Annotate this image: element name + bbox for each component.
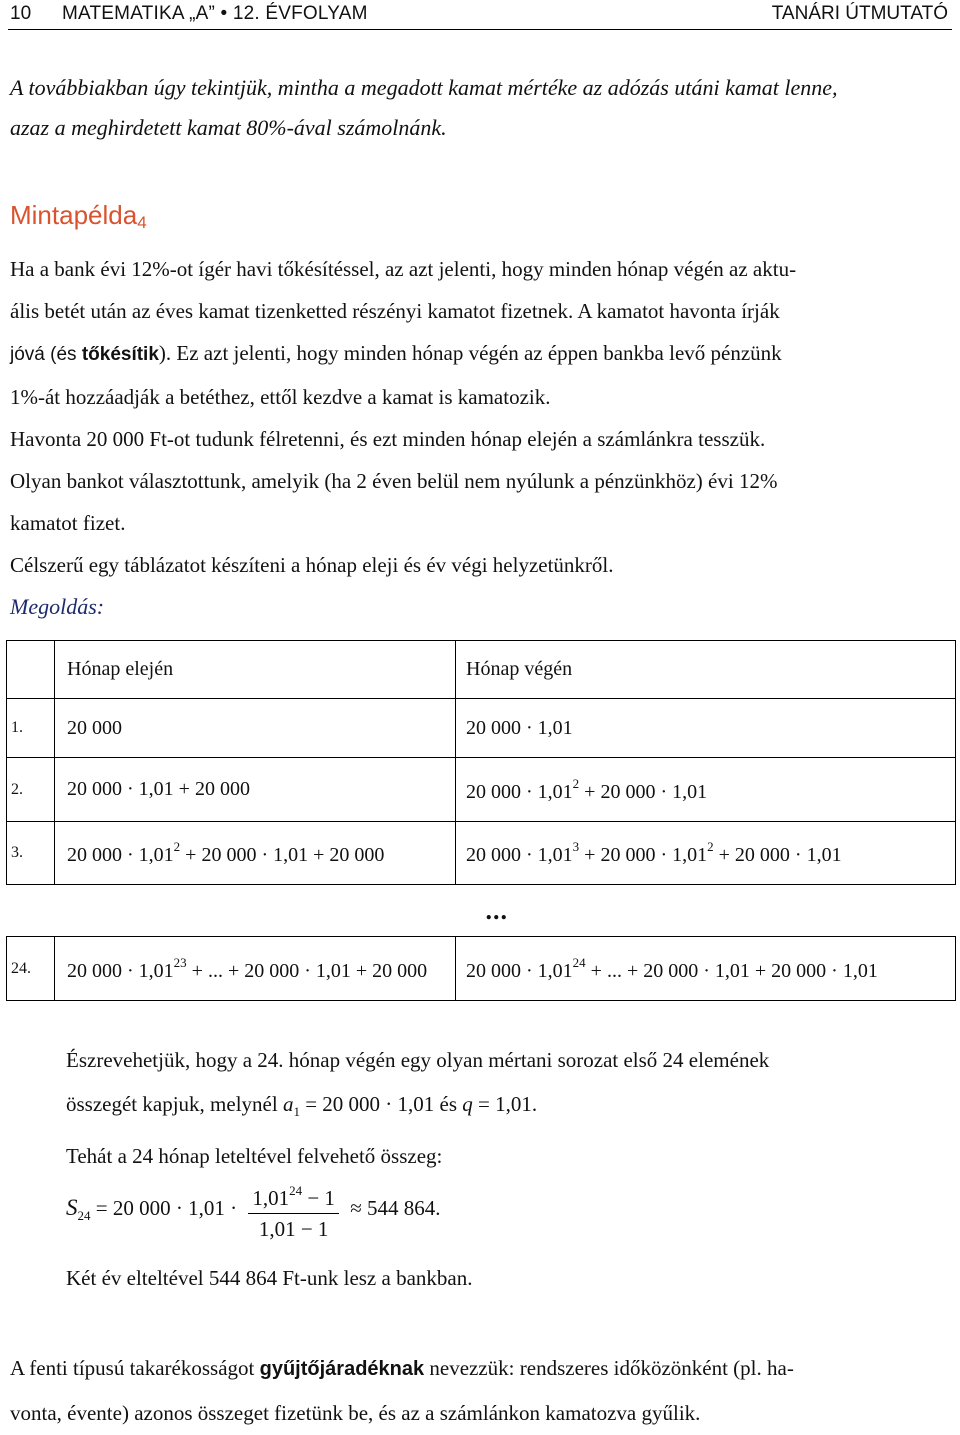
var-a-index: 1: [293, 1104, 300, 1120]
p1-line-a: Ha a bank évi 12%-ot ígér havi tőkésítéssel, az azt jelenti, hogy minden hónap végén az aktu-: [10, 257, 797, 281]
outro-pre: A fenti típusú takarékosságot: [10, 1356, 260, 1380]
example-paragraph-1: [10, 248, 950, 418]
conclusion: Két év elteltével 544 864 Ft-unk lesz a bankban.: [66, 1266, 473, 1290]
expr-part: 20 000 · 1,01: [466, 844, 573, 866]
example-title-number: 4: [137, 213, 147, 232]
row-start-value: 20 000: [55, 699, 456, 758]
table-header-row: [7, 641, 956, 699]
formula-result: ≈ 544 864.: [350, 1195, 441, 1220]
expr-part: + 20 000 · 1,01 + 20 000: [180, 844, 385, 866]
intro-line-1: A továbbiakban úgy tekintjük, mintha a megadott kamat mértéke az adózás utáni kamat lenne,: [10, 75, 838, 100]
p3-line-b: kamatot fizet.: [10, 511, 126, 535]
term-tokesitik: tőkésítik: [81, 344, 159, 365]
solution-label: Megoldás:: [10, 594, 105, 619]
fraction-denominator: 1,01 − 1: [258, 1217, 329, 1241]
row-number: 1.: [7, 699, 55, 758]
expr-part: 20 000 · 1,01: [67, 844, 174, 866]
num-base: 1,01: [252, 1186, 290, 1210]
intro-line-2: azaz a meghirdetett kamat 80%-ával számolnánk.: [10, 115, 447, 140]
outro-line-1: [10, 1346, 950, 1391]
header-divider: [8, 29, 952, 30]
analysis-line-1: Észrevehetjük, hogy a 24. hónap végén egy olyan mértani sorozat első 24 elemének: [66, 1048, 770, 1072]
row-end-value: [456, 937, 956, 1001]
table-row: [7, 699, 956, 758]
expr-exponent: 24: [572, 954, 586, 970]
intro-note: [10, 68, 950, 148]
row-start-value: [55, 822, 456, 885]
p2-line: Havonta 20 000 Ft-ot tudunk félretenni, és ezt minden hónap elején a számlánkra tesszük.: [10, 427, 766, 451]
var-a: a: [282, 1092, 294, 1116]
example-title: [10, 200, 147, 233]
expr-exponent: 2: [173, 839, 181, 854]
row-number: 2.: [7, 758, 55, 822]
num-exponent: 24: [289, 1183, 303, 1198]
example-paragraph-2: [10, 418, 950, 586]
outro-post: nevezzük: rendszeres időközönként (pl. ha-: [424, 1356, 794, 1380]
expr-exponent: 3: [572, 839, 580, 854]
table-gap-row: [7, 885, 956, 937]
row-end-value: [456, 758, 956, 822]
page-number: 10: [10, 3, 32, 24]
q-value: = 1,01.: [472, 1092, 538, 1116]
page-header: [0, 0, 960, 30]
expr-exponent: 2: [572, 775, 580, 791]
example-title-text: Mintapélda: [10, 200, 138, 230]
header-guide-title: TANÁRI ÚTMUTATÓ: [771, 3, 948, 24]
analysis-line-3: Tehát a 24 hónap leteltével felvehető összeg:: [66, 1144, 443, 1169]
expr-part: 20 000 · 1,01: [466, 959, 573, 982]
expr-part: + ... + 20 000 · 1,01 + 20 000: [186, 959, 428, 982]
row-start-value: [55, 937, 456, 1001]
expr-part: 20 000 · 1,01: [67, 959, 174, 982]
row-number: 24.: [7, 937, 55, 1001]
var-q: q: [462, 1092, 473, 1116]
p1-line-d: 1%-át hozzáadják a betéthez, ettől kezdve a kamat is kamatozik.: [10, 385, 551, 409]
p1-line-c: [10, 332, 950, 376]
term-gyujtojaradek: gyűjtőjáradéknak: [259, 1358, 425, 1380]
analysis-section: [66, 1038, 946, 1178]
l2-pre: összegét kapjuk, melynél: [66, 1092, 283, 1116]
table-row: [7, 937, 956, 1001]
table-header-end: Hónap végén: [456, 641, 956, 699]
l2-mid: és: [434, 1092, 463, 1116]
sum-formula: [66, 1178, 946, 1242]
a1-value: = 20 000 · 1,01: [299, 1092, 435, 1116]
table-header-empty: [7, 641, 55, 699]
gap-cell: [7, 885, 55, 937]
p4-line: Célszerű egy táblázatot készíteni a hónap eleji és év végi helyzetünkről.: [10, 553, 614, 577]
var-s: S: [66, 1194, 78, 1220]
table-ellipsis: ...: [485, 895, 508, 925]
table-row: [7, 822, 956, 885]
formula-fraction: [248, 1178, 339, 1242]
fraction-numerator: [248, 1178, 339, 1214]
outro-line-2: vonta, évente) azonos összeget fizetünk be, és az a számlánkon kamatozva gyűlik.: [10, 1401, 701, 1425]
expr-exponent: 2: [707, 839, 714, 854]
outro-paragraph: [10, 1346, 950, 1435]
row-number: 3.: [7, 822, 55, 885]
row-end-value: [456, 822, 956, 885]
var-s-index: 24: [77, 1208, 91, 1223]
savings-table: [6, 640, 956, 1001]
expr-part: + 20 000 · 1,01: [713, 844, 842, 866]
expr-part: + 20 000 · 1,01: [579, 780, 708, 803]
expr-exponent: 23: [173, 954, 187, 970]
p1c-post: ). Ez azt jelenti, hogy minden hónap végén az éppen bankba levő pénzünk: [158, 341, 782, 365]
p1c-pre: jóvá (és: [10, 344, 82, 365]
p1-line-b: ális betét után az éves kamat tizenketted részényi kamatot fizetnek. A kamatot havonta írják: [10, 299, 780, 323]
row-end-value: 20 000 · 1,01: [456, 699, 956, 758]
header-subject-title: MATEMATIKA „A” • 12. ÉVFOLYAM: [62, 3, 368, 24]
table-header-start: Hónap elején: [55, 641, 456, 699]
gap-cell: [55, 885, 456, 937]
row-start-value: 20 000 · 1,01 + 20 000: [55, 758, 456, 822]
table-row: [7, 758, 956, 822]
num-rest: − 1: [302, 1186, 335, 1210]
expr-part: + 20 000 · 1,01: [579, 844, 708, 866]
analysis-line-2: [66, 1082, 946, 1134]
formula-lhs: = 20 000 · 1,01 ·: [90, 1195, 238, 1220]
expr-part: 20 000 · 1,01: [466, 780, 573, 803]
expr-part: + ... + 20 000 · 1,01 + 20 000 · 1,01: [585, 959, 878, 982]
p3-line-a: Olyan bankot választottunk, amelyik (ha 2 éven belül nem nyúlunk a pénzünkhöz) évi 12%: [10, 469, 778, 493]
